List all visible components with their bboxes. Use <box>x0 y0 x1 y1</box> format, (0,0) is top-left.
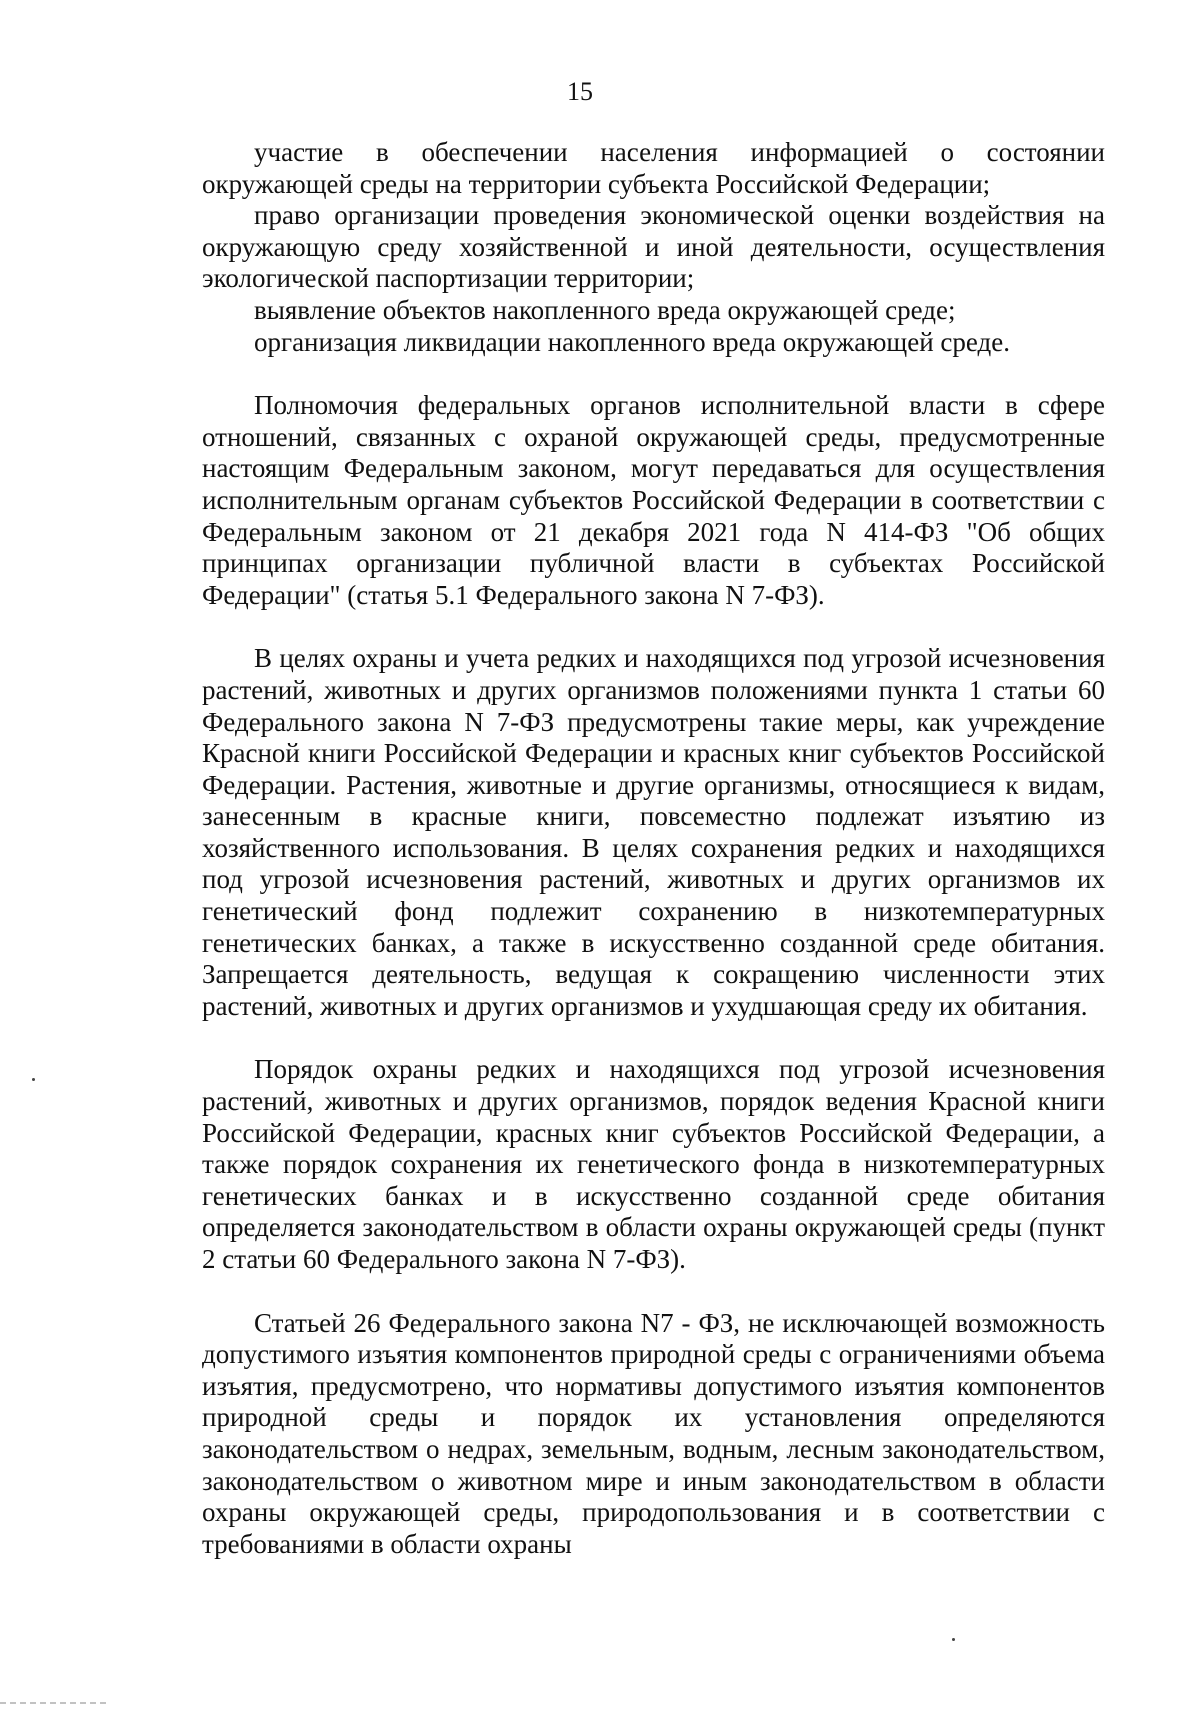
scan-edge-artifact <box>0 1702 110 1704</box>
scan-speck <box>32 1078 35 1081</box>
scan-speck <box>952 1638 955 1641</box>
document-body <box>202 137 1105 1560</box>
paragraph-article-26: Статьей 26 Федерального закона N7 - ФЗ, не исключающей возможность допустимого изъятия компонентов природной среды с ограничениями объема изъятия, предусмотрено, что нормативы допустимого изъятия компонентов природной среды и порядок их установления определяются законодательством о недрах, земельным, водным, лесным законодательством, законодательством о животном мире и иным законодательством в области охраны окружающей среды, природопользования и в соответствии с требованиями в области охраны <box>202 1307 1105 1559</box>
paragraph-accumulated-harm-elimination: организация ликвидации накопленного вреда окружающей среде. <box>254 326 1010 357</box>
page-number: 15 <box>567 77 593 106</box>
paragraph-economic-assessment: право организации проведения экономической оценки воздействия на окружающую среду хозяйственной и иной деятельности, осуществления экологической паспортизации территории; <box>202 200 1105 294</box>
paragraph-public-information: участие в обеспечении населения информацией о состоянии окружающей среды на территории субъекта Российской Федерации; <box>202 137 1105 199</box>
paragraph-red-book-measures: В целях охраны и учета редких и находящихся под угрозой исчезновения растений, животных и других организмов положениями пункта 1 статьи 60 Федерального закона N 7-ФЗ предусмотрены такие меры, как учреждение Красной книги Российской Федерации и красных книг субъектов Российской Федерации. Растения, животные и другие организмы, относящиеся к видам, занесенным в красные книги, повсеместно подлежат изъятию из хозяйственного использования. В целях сохранения редких и находящихся под угрозой исчезновения растений, животных и других организмов их генетический фонд подлежит сохранению в низкотемпературных генетических банках, а также в искусственно созданной среде обитания. Запрещается деятельность, ведущая к сокращению численности этих растений, животных и других организмов и ухудшающая среду их обитания. <box>202 643 1105 1021</box>
paragraph-accumulated-harm-detection: выявление объектов накопленного вреда окружающей среде; <box>254 294 956 325</box>
paragraph-protection-procedure: Порядок охраны редких и находящихся под угрозой исчезновения растений, животных и других организмов, порядок ведения Красной книги Российской Федерации, красных книг субъектов Российской Федерации, а также порядок сохранения их генетического фонда в низкотемпературных генетических банках и в искусственно созданной среде обитания определяется законодательством в области охраны окружающей среды (пункт 2 статьи 60 Федерального закона N 7-ФЗ). <box>202 1054 1105 1274</box>
paragraph-federal-powers: Полномочия федеральных органов исполнительной власти в сфере отношений, связанных с охраной окружающей среды, предусмотренные настоящим Федеральным законом, могут передаваться для осуществления исполнительным органам субъектов Российской Федерации в соответствии с Федеральным законом от 21 декабря 2021 года N 414-ФЗ "Об общих принципах организации публичной власти в субъектах Российской Федерации" (статья 5.1 Федерального закона N 7-ФЗ). <box>202 390 1105 610</box>
